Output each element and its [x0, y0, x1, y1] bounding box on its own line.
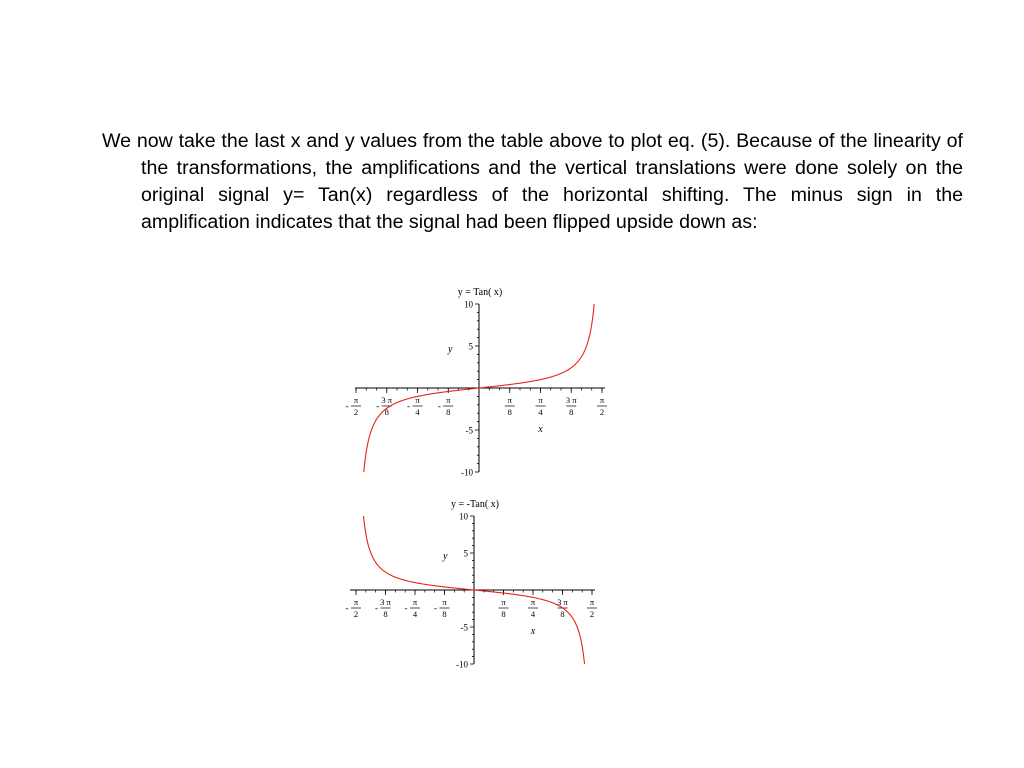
plot-title: y = -Tan( x): [451, 499, 499, 510]
y-tick-label: 5: [463, 548, 468, 559]
x-tick-denominator: 2: [353, 407, 359, 417]
x-tick-denominator: 4: [415, 407, 420, 417]
body-paragraph: We now take the last x and y values from the table above to plot eq. (5). Because of the linearity of the transformations, the amplifications and the vertical translations were done solely on the original signal y= Tan(x) regardless of the horizontal shifting. The minus sign in the amplification indicates that the signal had been flipped upside down as:: [102, 130, 963, 233]
x-tick-label: [405, 597, 421, 619]
x-tick-numerator: 3 π: [380, 597, 391, 607]
x-tick-label: [434, 597, 450, 619]
x-tick-numerator: π: [589, 597, 595, 607]
x-tick-denominator: 8: [442, 609, 447, 619]
x-tick-label: [505, 395, 515, 417]
y-tick-label: -10: [456, 659, 468, 670]
x-tick-numerator: π: [415, 395, 420, 405]
minus-sign: -: [404, 603, 408, 613]
y-tick-label: -10: [461, 467, 473, 478]
tan-plot: [340, 282, 620, 482]
x-tick-label: [499, 597, 509, 619]
x-tick-label: [346, 597, 362, 619]
x-tick-numerator: 3 π: [381, 395, 393, 405]
x-tick-label: [438, 395, 454, 417]
x-tick-denominator: 8: [384, 407, 389, 417]
x-tick-numerator: π: [412, 597, 418, 607]
x-tick-denominator: 8: [383, 609, 388, 619]
x-tick-label: [346, 395, 362, 417]
minus-sign: -: [376, 401, 380, 411]
y-tick-label: 5: [468, 341, 473, 352]
x-tick-denominator: 4: [530, 609, 536, 619]
x-tick-label: [566, 395, 577, 417]
x-tick-denominator: 2: [353, 609, 359, 619]
x-tick-numerator: π: [442, 597, 447, 607]
y-tick-label: 10: [464, 299, 473, 310]
x-tick-denominator: 8: [569, 407, 574, 417]
minus-sign: -: [345, 603, 349, 613]
x-tick-numerator: π: [507, 395, 512, 405]
x-tick-denominator: 8: [560, 609, 565, 619]
y-tick-label: -5: [460, 622, 468, 633]
y-tick-label: -5: [465, 425, 473, 436]
x-tick-label: [375, 597, 392, 619]
x-tick-label: [536, 395, 546, 417]
negative-tan-plot: [335, 494, 615, 674]
x-tick-numerator: π: [446, 395, 451, 405]
x-tick-numerator: π: [501, 597, 506, 607]
x-tick-denominator: 2: [589, 609, 595, 619]
x-tick-numerator: π: [530, 597, 536, 607]
minus-sign: -: [345, 401, 349, 411]
x-tick-denominator: 8: [446, 407, 451, 417]
x-tick-numerator: π: [538, 395, 543, 405]
x-tick-numerator: π: [599, 395, 605, 405]
x-axis-label: x: [530, 626, 536, 637]
x-tick-denominator: 8: [507, 407, 512, 417]
x-tick-denominator: 2: [599, 407, 605, 417]
y-tick-label: 10: [459, 511, 468, 522]
x-tick-numerator: π: [353, 597, 359, 607]
minus-sign: -: [434, 603, 437, 613]
minus-sign: -: [407, 401, 410, 411]
minus-sign: -: [375, 603, 378, 613]
minus-sign: -: [437, 401, 441, 411]
x-tick-numerator: 3 π: [557, 597, 568, 607]
x-axis-label: x: [538, 424, 543, 435]
y-axis-label: y: [448, 344, 453, 355]
y-axis-label: y: [443, 551, 448, 562]
x-tick-denominator: 8: [501, 609, 506, 619]
plot-title: y = Tan( x): [457, 287, 503, 298]
x-tick-numerator: π: [353, 395, 359, 405]
x-tick-numerator: 3 π: [565, 395, 577, 405]
x-tick-denominator: 4: [538, 407, 543, 417]
x-tick-label: [528, 597, 538, 619]
x-tick-label: [587, 597, 597, 619]
x-tick-label: [597, 395, 607, 417]
x-tick-denominator: 4: [412, 609, 418, 619]
